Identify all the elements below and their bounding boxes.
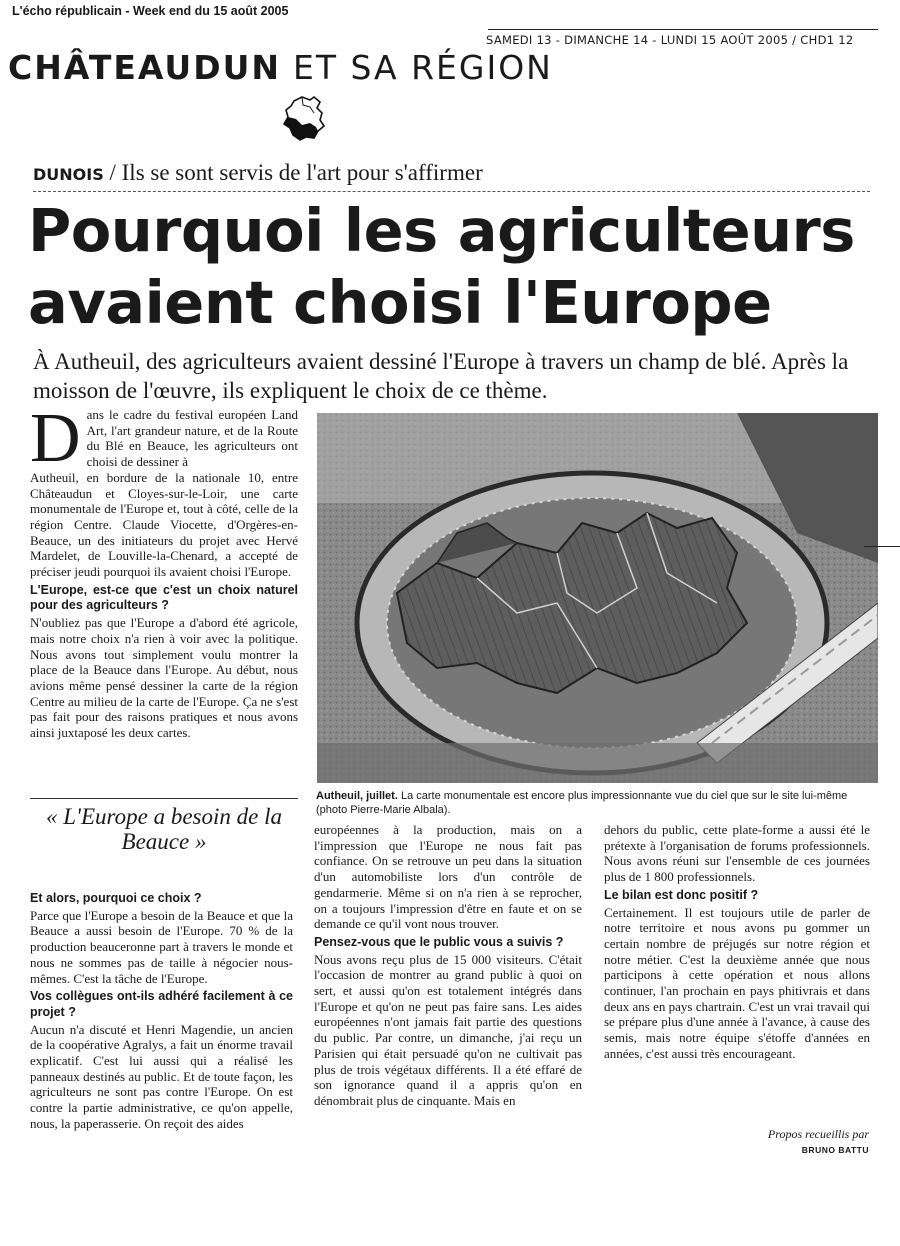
- question-heading: Pensez-vous que le public vous a suivis ?: [314, 934, 564, 949]
- byline-label: Propos recueillis par: [767, 1127, 869, 1141]
- kicker-label: DUNOIS: [33, 165, 104, 184]
- answer-paragraph: européennes à la production, mais on a l'impression que l'Europe ne nous fait pas confiance. On se retrouve un peu dans la situation d'un automobiliste lors d'un contrôle de gendarmerie. Même si on n'a rien à se reprocher, on a toujours l'impression d'être en faute et on se demande ce qu'il vont nous trouver.: [314, 822, 582, 932]
- answer-paragraph: Certainement. Il est toujours utile de parler de notre territoire et nous avons pu gommer un certain nombre de préjugés sur notre région et notre métier. C'est la deuxième année que nous participons à cette opération et nous allons continuer, l'an prochain en pays phitivrais et dans deux ans en pays chartrain. C'est un vrai travail qui se prépare plus d'une année à l'avance, à cause des semis, mais notre équipe s'étoffe d'années en années, c'est aussi très encourageant.: [604, 904, 870, 1061]
- answer-paragraph: Parce que l'Europe a besoin de la Beauce et que la Beauce a aussi besoin de l'Europe. 70 % de la production beauceronne part à travers le monde et nous ne sommes pas de taille à négocier nous-mêmes. C'est la tâche de l'Europe.: [30, 907, 293, 986]
- newspaper-source-line: L'écho républicain - Week end du 15 août 2005: [12, 4, 289, 18]
- question-heading: Et alors, pourquoi ce choix ?: [30, 891, 202, 905]
- top-rule: [488, 29, 878, 30]
- section-name-bold: CHÂTEAUDUN: [8, 48, 281, 87]
- answer-paragraph: Nous avons reçu plus de 15 000 visiteurs. C'était l'occasion de montrer au grand public à quoi on sert, et aussi qu'on est totalement intégrés dans l'Europe et qu'on ne peut pas faire sans. Les aides européennes n'ont jamais fait partie des questions du public. Par contre, un dimanche, j'ai reçu un Parisien qui était persuadé qu'on ne cultivait pas plus de trois végétaux différents. Il a été effaré de son ignorance quand il a appris qu'on en dénombrait plus de cinquante. Mais en: [314, 951, 582, 1108]
- dropcap: D: [30, 400, 81, 477]
- article-column-4: [604, 822, 870, 1062]
- kicker-text: Ils se sont servis de l'art pour s'affirmer: [121, 160, 483, 185]
- pullquote: « L'Europe a besoin de la Beauce »: [46, 804, 282, 854]
- standfirst: À Autheuil, des agriculteurs avaient dessiné l'Europe à travers un champ de blé. Après la moisson de l'œuvre, ils expliquent le choix de ce thème.: [33, 349, 849, 403]
- kicker: [33, 160, 483, 186]
- answer-paragraph: N'oubliez pas que l'Europe a d'abord été agricole, mais notre choix n'a rien à voir avec la politique. Nous avons tout simplement voulu montrer la place de la Beauce dans l'Europe. Au début, nous avions même pensé dessiner la carte de la région Centre au milieu de la carte de l'Europe. Ça ne s'est pas fait pour des raisons pratiques et nous avons ainsi juxtaposé les deux cartes.: [30, 615, 298, 741]
- question-heading: Le bilan est donc positif ?: [604, 887, 759, 902]
- question-heading: L'Europe, est-ce que c'est un choix naturel pour des agriculteurs ?: [30, 582, 298, 613]
- aerial-photo-europe-map: [317, 413, 878, 783]
- lead-paragraph-b: Autheuil, en bordure de la nationale 10, entre Châteaudun et Cloyes-sur-le-Loir, une carte monumentale de l'Europe et, tout à côté, celle de la région Centre. Claude Viocette, d'Orgères-en-Beauce, un des initiateurs du projet avec Hervé Mardelet, de Louville-la-Chenard, a accepté de préciser jeudi pourquoi ils avaient choisi l'Europe.: [30, 469, 298, 580]
- caption-bold: Autheuil, juillet.: [316, 790, 398, 802]
- section-name-light: ET SA RÉGION: [293, 48, 553, 87]
- article-column-2: [30, 888, 293, 1132]
- department-map-icon: [280, 93, 330, 143]
- lead-paragraph-a: ans le cadre du festival européen Land Art, l'art grandeur nature, et de la Route du Blé en Beauce, les agriculteurs ont choisi de dessiner à: [86, 407, 298, 470]
- answer-paragraph: dehors du public, cette plate-forme a aussi été le prétexte à l'organisation de forums professionnels. Nous avons réuni sur l'ensemble de ces journées plus de 1 800 professionnels.: [604, 822, 870, 885]
- photo-caption: [316, 789, 864, 817]
- pullquote-rule: [30, 798, 298, 799]
- crop-mark: [864, 546, 900, 547]
- dateline: SAMEDI 13 - DIMANCHE 14 - LUNDI 15 AOÛT 2005 / CHD1 12: [486, 33, 854, 47]
- kicker-rule: [33, 191, 870, 192]
- question-heading: Vos collègues ont-ils adhéré facilement à ce projet ?: [30, 989, 293, 1019]
- answer-paragraph: Aucun n'a discuté et Henri Magendie, un ancien de la coopérative Agralys, a fait un énorme travail explicatif. C'est lui aussi qui a réalisé les panneaux destinés au public. Et de toute façon, les agriculteurs ne sont pas contre l'Europe. On est contre la partie administrative, ce qu'on appelle, nous, la paperasserie. On reçoit des aides: [30, 1021, 293, 1131]
- caption-text: La carte monumentale est encore plus impressionnante vue du ciel que sur le site lui-même (photo Pierre-Marie Albala).: [316, 790, 848, 816]
- headline: Pourquoi les agriculteurs avaient choisi l'Europe: [28, 196, 855, 337]
- article-column-3: [314, 822, 582, 1109]
- byline-name: BRUNO BATTU: [801, 1145, 869, 1155]
- article-column-1: [30, 400, 298, 741]
- kicker-separator: /: [103, 160, 122, 185]
- section-heading: [8, 48, 553, 87]
- byline: [676, 1127, 869, 1155]
